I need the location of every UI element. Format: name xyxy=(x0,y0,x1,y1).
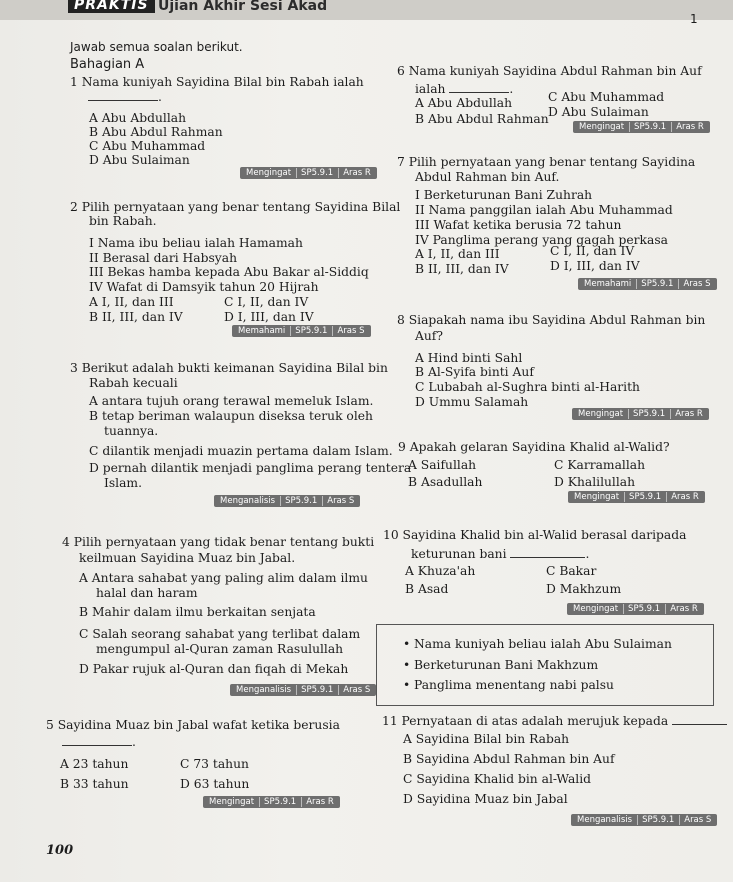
q9-option-c: C Karramallah xyxy=(554,458,646,472)
q11-skill-tag: Menganalisis SP5.9.1 Aras S xyxy=(571,814,717,826)
q2-statement-iv: IV Wafat di Damsyik tahun 20 Hijrah xyxy=(89,280,319,294)
q11-stem: 11 Pernyataan di atas adalah merujuk kepada xyxy=(382,714,727,728)
q2-statement-ii: II Berasal dari Habsyah xyxy=(89,251,237,265)
q6-option-b: B Abu Abdul Rahman xyxy=(415,112,549,126)
q9-skill-tag: Mengingat SP5.9.1 Aras R xyxy=(568,491,705,503)
q2-option-b: B II, III, dan IV xyxy=(89,310,183,324)
q4-option-a-2: halal dan haram xyxy=(96,586,198,600)
q3-option-c: C dilantik menjadi muazin pertama dalam Islam. xyxy=(89,444,393,458)
q10-option-c: C Bakar xyxy=(546,564,597,578)
q3-option-b-2: tuannya. xyxy=(104,424,159,438)
q9-option-d: D Khalilullah xyxy=(554,475,636,489)
q11-option-d: D Sayidina Muaz bin Jabal xyxy=(403,792,568,806)
q10-stem-2: keturunan bani . xyxy=(411,547,590,561)
q10-stem-1: 10 Sayidina Khalid bin al-Walid berasal daripada xyxy=(383,528,687,542)
q1-option-d: D Abu Sulaiman xyxy=(89,153,190,167)
q6-stem-2: ialah . xyxy=(415,82,514,96)
q11-option-c: C Sayidina Khalid bin al-Walid xyxy=(403,772,592,786)
q4-option-c-1: C Salah seorang sahabat yang terlibat dalam xyxy=(79,627,361,641)
q3-option-d-2: Islam. xyxy=(104,476,143,490)
page-number: 1 xyxy=(690,12,698,26)
q8-stem-2: Auf? xyxy=(415,329,443,343)
q4-stem-1: 4 Pilih pernyataan yang tidak benar tentang bukti xyxy=(62,535,375,549)
q4-stem-2: keilmuan Sayidina Muaz bin Jabal. xyxy=(79,551,296,565)
q6-option-a: A Abu Abdullah xyxy=(415,96,513,110)
q2-skill-tag: Memahami SP5.9.1 Aras S xyxy=(232,325,371,337)
q3-option-d-1: D pernah dilantik menjadi panglima perang tentera xyxy=(89,461,412,475)
q5-option-b: B 33 tahun xyxy=(60,777,129,791)
q1-option-a: A Abu Abdullah xyxy=(89,111,187,125)
q6-skill-tag: Mengingat SP5.9.1 Aras R xyxy=(573,121,710,133)
q7-skill-tag: Memahami SP5.9.1 Aras S xyxy=(578,278,717,290)
q3-option-a: A antara tujuh orang terawal memeluk Islam. xyxy=(89,394,374,408)
q3-skill-tag: Menganalisis SP5.9.1 Aras S xyxy=(214,495,360,507)
q7-option-a: A I, II, dan III xyxy=(415,247,500,261)
score-mark: 100 xyxy=(46,843,74,858)
q6-option-d: D Abu Sulaiman xyxy=(548,105,649,119)
q11-option-b: B Sayidina Abdul Rahman bin Auf xyxy=(403,752,615,766)
q5-skill-tag: Mengingat SP5.9.1 Aras R xyxy=(203,796,340,808)
q7-option-d: D I, III, dan IV xyxy=(550,259,640,273)
q3-stem-2: Rabah kecuali xyxy=(89,376,178,390)
q7-statement-iii: III Wafat ketika berusia 72 tahun xyxy=(415,218,622,232)
q11-box-item-1: • Nama kuniyah beliau ialah Abu Sulaiman xyxy=(414,637,672,651)
q11-box-item-2: • Berketurunan Bani Makhzum xyxy=(414,658,598,672)
q4-option-b: B Mahir dalam ilmu berkaitan senjata xyxy=(79,605,316,619)
q7-option-b: B II, III, dan IV xyxy=(415,262,509,276)
q4-option-d: D Pakar rujuk al-Quran dan fiqah di Mekah xyxy=(79,662,349,676)
q7-statement-i: I Berketurunan Bani Zuhrah xyxy=(415,188,593,202)
q2-stem-1: 2 Pilih pernyataan yang benar tentang Sayidina Bilal xyxy=(70,200,401,214)
q2-statement-i: I Nama ibu beliau ialah Hamamah xyxy=(89,236,303,250)
instruction: Jawab semua soalan berikut. xyxy=(70,40,243,54)
q10-option-d: D Makhzum xyxy=(546,582,622,596)
q5-blank: . xyxy=(62,735,136,749)
q8-option-a: A Hind binti Sahl xyxy=(415,351,523,365)
q4-skill-tag: Menganalisis SP5.9.1 Aras S xyxy=(230,684,376,696)
q6-option-c: C Abu Muhammad xyxy=(548,90,665,104)
q3-option-b-1: B tetap beriman walaupun diseksa teruk oleh xyxy=(89,409,373,423)
section-title: Bahagian A xyxy=(70,57,145,72)
q2-statement-iii: III Bekas hamba kepada Abu Bakar al-Siddiq xyxy=(89,265,369,279)
exam-title: Ujian Akhir Sesi Akad xyxy=(158,0,328,14)
q9-option-b: B Asadullah xyxy=(408,475,483,489)
q7-stem-2: Abdul Rahman bin Auf. xyxy=(415,170,560,184)
q8-option-c: C Lubabah al-Sughra binti al-Harith xyxy=(415,380,640,394)
q1-option-c: C Abu Muhammad xyxy=(89,139,206,153)
q2-option-a: A I, II, dan III xyxy=(89,295,174,309)
q10-option-a: A Khuza'ah xyxy=(405,564,476,578)
brand-label: PRAKTIS xyxy=(68,0,155,13)
q5-option-d: D 63 tahun xyxy=(180,777,250,791)
q1-blank: . xyxy=(88,90,162,104)
q6-stem-1: 6 Nama kuniyah Sayidina Abdul Rahman bin Auf xyxy=(397,64,702,78)
q8-option-d: D Ummu Salamah xyxy=(415,395,529,409)
q2-option-c: C I, II, dan IV xyxy=(224,295,309,309)
q1-skill-tag: Mengingat SP5.9.1 Aras R xyxy=(240,167,377,179)
q5-option-c: C 73 tahun xyxy=(180,757,249,771)
q5-option-a: A 23 tahun xyxy=(60,757,129,771)
q2-option-d: D I, III, dan IV xyxy=(224,310,314,324)
q7-option-c: C I, II, dan IV xyxy=(550,244,635,258)
q8-option-b: B Al-Syifa binti Auf xyxy=(415,365,534,379)
q7-statement-ii: II Nama panggilan ialah Abu Muhammad xyxy=(415,203,673,217)
q2-stem-2: bin Rabah. xyxy=(89,214,157,228)
q9-option-a: A Saifullah xyxy=(408,458,477,472)
q4-option-c-2: mengumpul al-Quran zaman Rasulullah xyxy=(96,642,344,656)
q11-option-a: A Sayidina Bilal bin Rabah xyxy=(403,732,570,746)
q10-skill-tag: Mengingat SP5.9.1 Aras R xyxy=(567,603,704,615)
q1-stem: 1 Nama kuniyah Sayidina Bilal bin Rabah ialah xyxy=(70,75,364,89)
q7-statement-iv: IV Panglima perang yang gagah perkasa xyxy=(415,233,668,247)
q10-option-b: B Asad xyxy=(405,582,449,596)
q11-box-item-3: • Panglima menentang nabi palsu xyxy=(414,678,614,692)
q5-stem: 5 Sayidina Muaz bin Jabal wafat ketika berusia xyxy=(46,718,340,732)
q9-stem: 9 Apakah gelaran Sayidina Khalid al-Walid? xyxy=(398,440,670,454)
q4-option-a-1: A Antara sahabat yang paling alim dalam ilmu xyxy=(79,571,368,585)
q8-stem-1: 8 Siapakah nama ibu Sayidina Abdul Rahman bin xyxy=(397,313,706,327)
q8-skill-tag: Mengingat SP5.9.1 Aras R xyxy=(572,408,709,420)
q1-option-b: B Abu Abdul Rahman xyxy=(89,125,223,139)
q7-stem-1: 7 Pilih pernyataan yang benar tentang Sayidina xyxy=(397,155,696,169)
q3-stem-1: 3 Berikut adalah bukti keimanan Sayidina Bilal bin xyxy=(70,361,388,375)
